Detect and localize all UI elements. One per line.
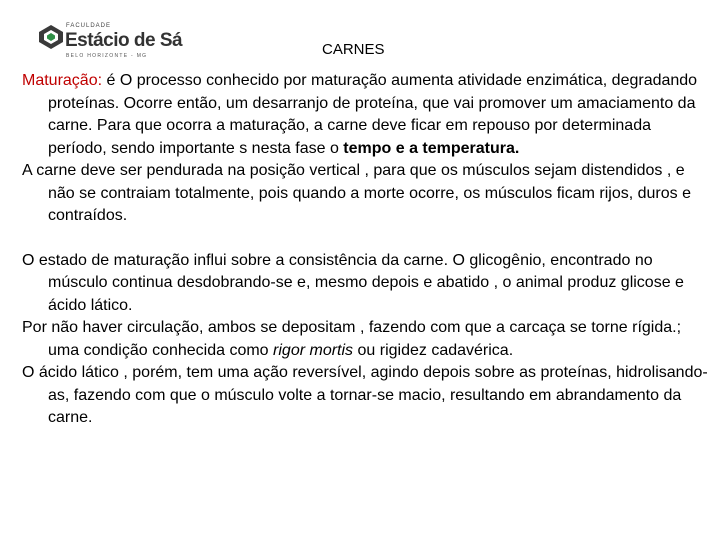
paragraph-pendurada: A carne deve ser pendurada na posição vertical , para que os músculos sejam distendidos , e não se contraiam totalmente, pois quando a morte ocorre, os músculos ficam rijos, duros e contraídos. — [22, 162, 691, 224]
paragraph-acido-latico: O ácido lático , porém, tem uma ação reversível, agindo depois sobre as proteínas, hidrolisando-as, fazendo com que o músculo volte a tornar-se macio, resultando em abrandamento da carne. — [22, 364, 708, 426]
page-title: CARNES — [322, 41, 385, 58]
estacio-shield-icon — [38, 24, 64, 50]
paragraph-estado-maturacao: O estado de maturação influi sobre a consistência da carne. O glicogênio, encontrado no músculo continua desdobrando-se e, mesmo depois e abatido , o animal produz glicose e ácido lático. — [22, 251, 684, 314]
term-rigor-mortis: rigor mortis — [273, 341, 354, 359]
logo-city-text: BELO HORIZONTE - MG — [66, 53, 148, 59]
logo-brand-text: Estácio de Sá — [65, 30, 183, 51]
logo-faculdade-text: FACULDADE — [66, 23, 112, 29]
emphasis-tempo-temperatura: tempo e a temperatura. — [343, 139, 520, 157]
paragraph-rigor-text: Por não haver circulação, ambos se depositam , fazendo com que a carcaça se torne rígida.; uma condição conhecida como — [22, 319, 682, 359]
document-body — [22, 70, 712, 430]
estacio-logo — [36, 14, 183, 66]
term-maturacao: Maturação: — [22, 72, 103, 89]
paragraph-maturacao-text: é O processo conhecido por maturação aumenta atividade enzimática, degradando proteínas. Ocorre então, um desarranjo de proteína, que vai promover um amaciamento da carne. Para que ocorra a maturação, a carne deve ficar em repouso por determinada período, sendo importante s nesta fase o — [48, 72, 698, 157]
paragraph-maturacao — [22, 70, 712, 160]
paragraph-spacer — [22, 228, 712, 250]
paragraph-rigor-tail: ou rigidez cadavérica. — [353, 341, 514, 359]
paragraph-rigor-mortis — [22, 317, 712, 362]
